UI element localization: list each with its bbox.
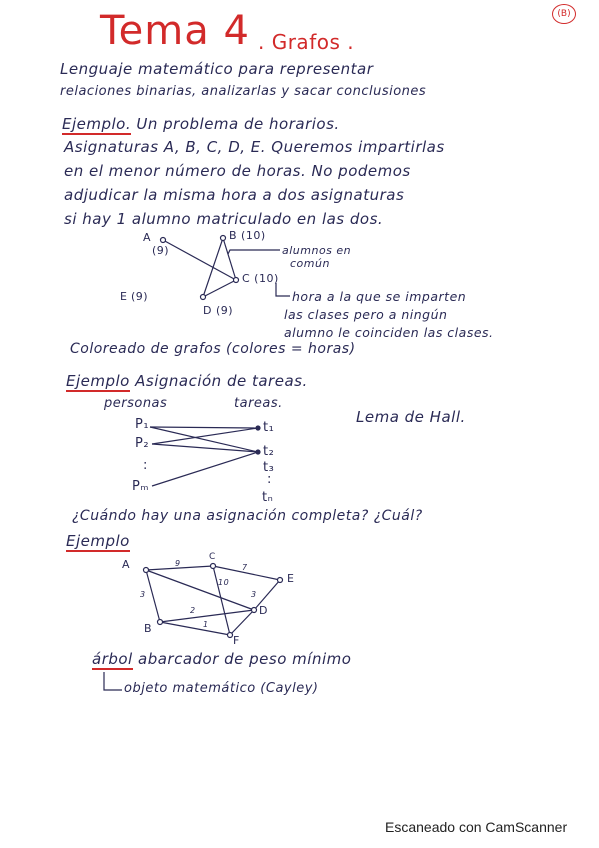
person-m: Pₘ <box>132 479 149 494</box>
weight-ed: 3 <box>251 590 257 599</box>
weight-ab: 3 <box>140 590 146 599</box>
annot-node-1: hora a la que se imparten <box>292 289 467 304</box>
node-c-label: C (10) <box>242 272 279 285</box>
task1-dot <box>256 426 260 430</box>
weight-ac: 9 <box>175 559 181 568</box>
example1-line-2: en el menor número de horas. No podemos <box>64 162 411 180</box>
node-d-dot <box>201 295 206 300</box>
coloring-line: Coloreado de grafos (colores = horas) <box>70 341 356 357</box>
annot-edge-2: común <box>290 257 330 270</box>
node3-f: F <box>233 634 240 647</box>
edge-pm-t2 <box>152 452 258 486</box>
node-b-dot <box>221 236 226 241</box>
tree-line <box>92 650 351 668</box>
node-c-dot <box>234 278 239 283</box>
node-c3-dot <box>211 564 216 569</box>
node3-c: C <box>209 552 216 562</box>
node-d-label: D (9) <box>203 304 234 317</box>
example3-label: Ejemplo <box>66 532 130 550</box>
person-2: P₂ <box>135 436 150 451</box>
intro-line-2: relaciones binarias, analizarlas y sacar conclusiones <box>60 84 427 99</box>
example1-line-4: si hay 1 alumno matriculado en las dos. <box>64 210 384 228</box>
page-title: Tema 4 <box>100 8 250 54</box>
example1-line-3: adjudicar la misma hora a dos asignaturas <box>64 186 405 204</box>
weight-bd: 2 <box>190 606 196 615</box>
weight-bf: 1 <box>203 620 209 629</box>
example1-line-1: Asignaturas A, B, C, D, E. Queremos impartirlas <box>64 138 445 156</box>
node-a3-dot <box>144 568 149 573</box>
edge-f-d <box>230 610 254 635</box>
example2-title: Asignación de tareas. <box>129 372 308 390</box>
annot-node-2: las clases pero a ningún <box>284 307 448 322</box>
node3-b: B <box>144 622 153 635</box>
tree-word: árbol <box>92 650 133 668</box>
task-dots: : <box>267 472 272 487</box>
col-people: personas <box>104 396 168 411</box>
example2-label: Ejemplo <box>66 372 130 390</box>
node3-e: E <box>287 572 295 585</box>
edge-a-b <box>146 570 160 622</box>
arbol-arrow <box>104 672 122 690</box>
example1-heading <box>62 115 340 133</box>
node-a-label: A <box>143 231 152 244</box>
node-e-label: E <box>120 290 128 303</box>
task-3: t₃ <box>263 460 275 475</box>
node-a-value: (9) <box>152 244 170 257</box>
node-a-dot <box>161 238 166 243</box>
task-1: t₁ <box>263 420 275 435</box>
example1-title: Un problema de horarios. <box>131 115 340 133</box>
edge-p1-t1 <box>150 427 258 428</box>
person-1: P₁ <box>135 417 150 432</box>
node-e-value: (9) <box>131 290 149 303</box>
edge-b-f <box>160 622 230 635</box>
task-2: t₂ <box>263 444 275 459</box>
person-dots: : <box>143 458 148 473</box>
edge-a-d <box>146 570 254 610</box>
weight-cf: 10 <box>218 578 230 587</box>
example2-heading <box>66 372 308 390</box>
annot-edge-1: alumnos en <box>282 244 352 257</box>
tree-rest: abarcador de peso mínimo <box>132 650 352 668</box>
node-e3-dot <box>278 578 283 583</box>
node-b3-dot <box>158 620 163 625</box>
node3-d: D <box>259 604 268 617</box>
example1-label: Ejemplo. <box>62 115 132 133</box>
node3-a: A <box>122 558 131 571</box>
node-b-label: B (10) <box>229 229 266 242</box>
edge-p2-t1 <box>152 428 258 444</box>
tree-arrow-text: objeto matemático (Cayley) <box>124 681 319 696</box>
pointer-edge <box>228 250 280 254</box>
node-f3-dot <box>228 633 233 638</box>
page-subtitle: . Grafos . <box>258 30 355 54</box>
annot-node-3: alumno le coinciden las clases. <box>284 325 494 340</box>
task2-dot <box>256 450 260 454</box>
scanner-watermark: Escaneado con CamScanner <box>385 819 568 835</box>
intro-line-1: Lenguaje matemático para representar <box>60 60 374 78</box>
task-n: tₙ <box>262 490 274 505</box>
weight-ce: 7 <box>242 563 248 572</box>
example3-heading <box>66 532 130 550</box>
page-number-badge: (B) <box>552 4 576 24</box>
col-tasks: tareas. <box>234 396 283 411</box>
node-d3-dot <box>252 608 257 613</box>
assignment-question: ¿Cuándo hay una asignación completa? ¿Cuál? <box>72 508 423 524</box>
hall-lemma: Lema de Hall. <box>356 408 466 426</box>
